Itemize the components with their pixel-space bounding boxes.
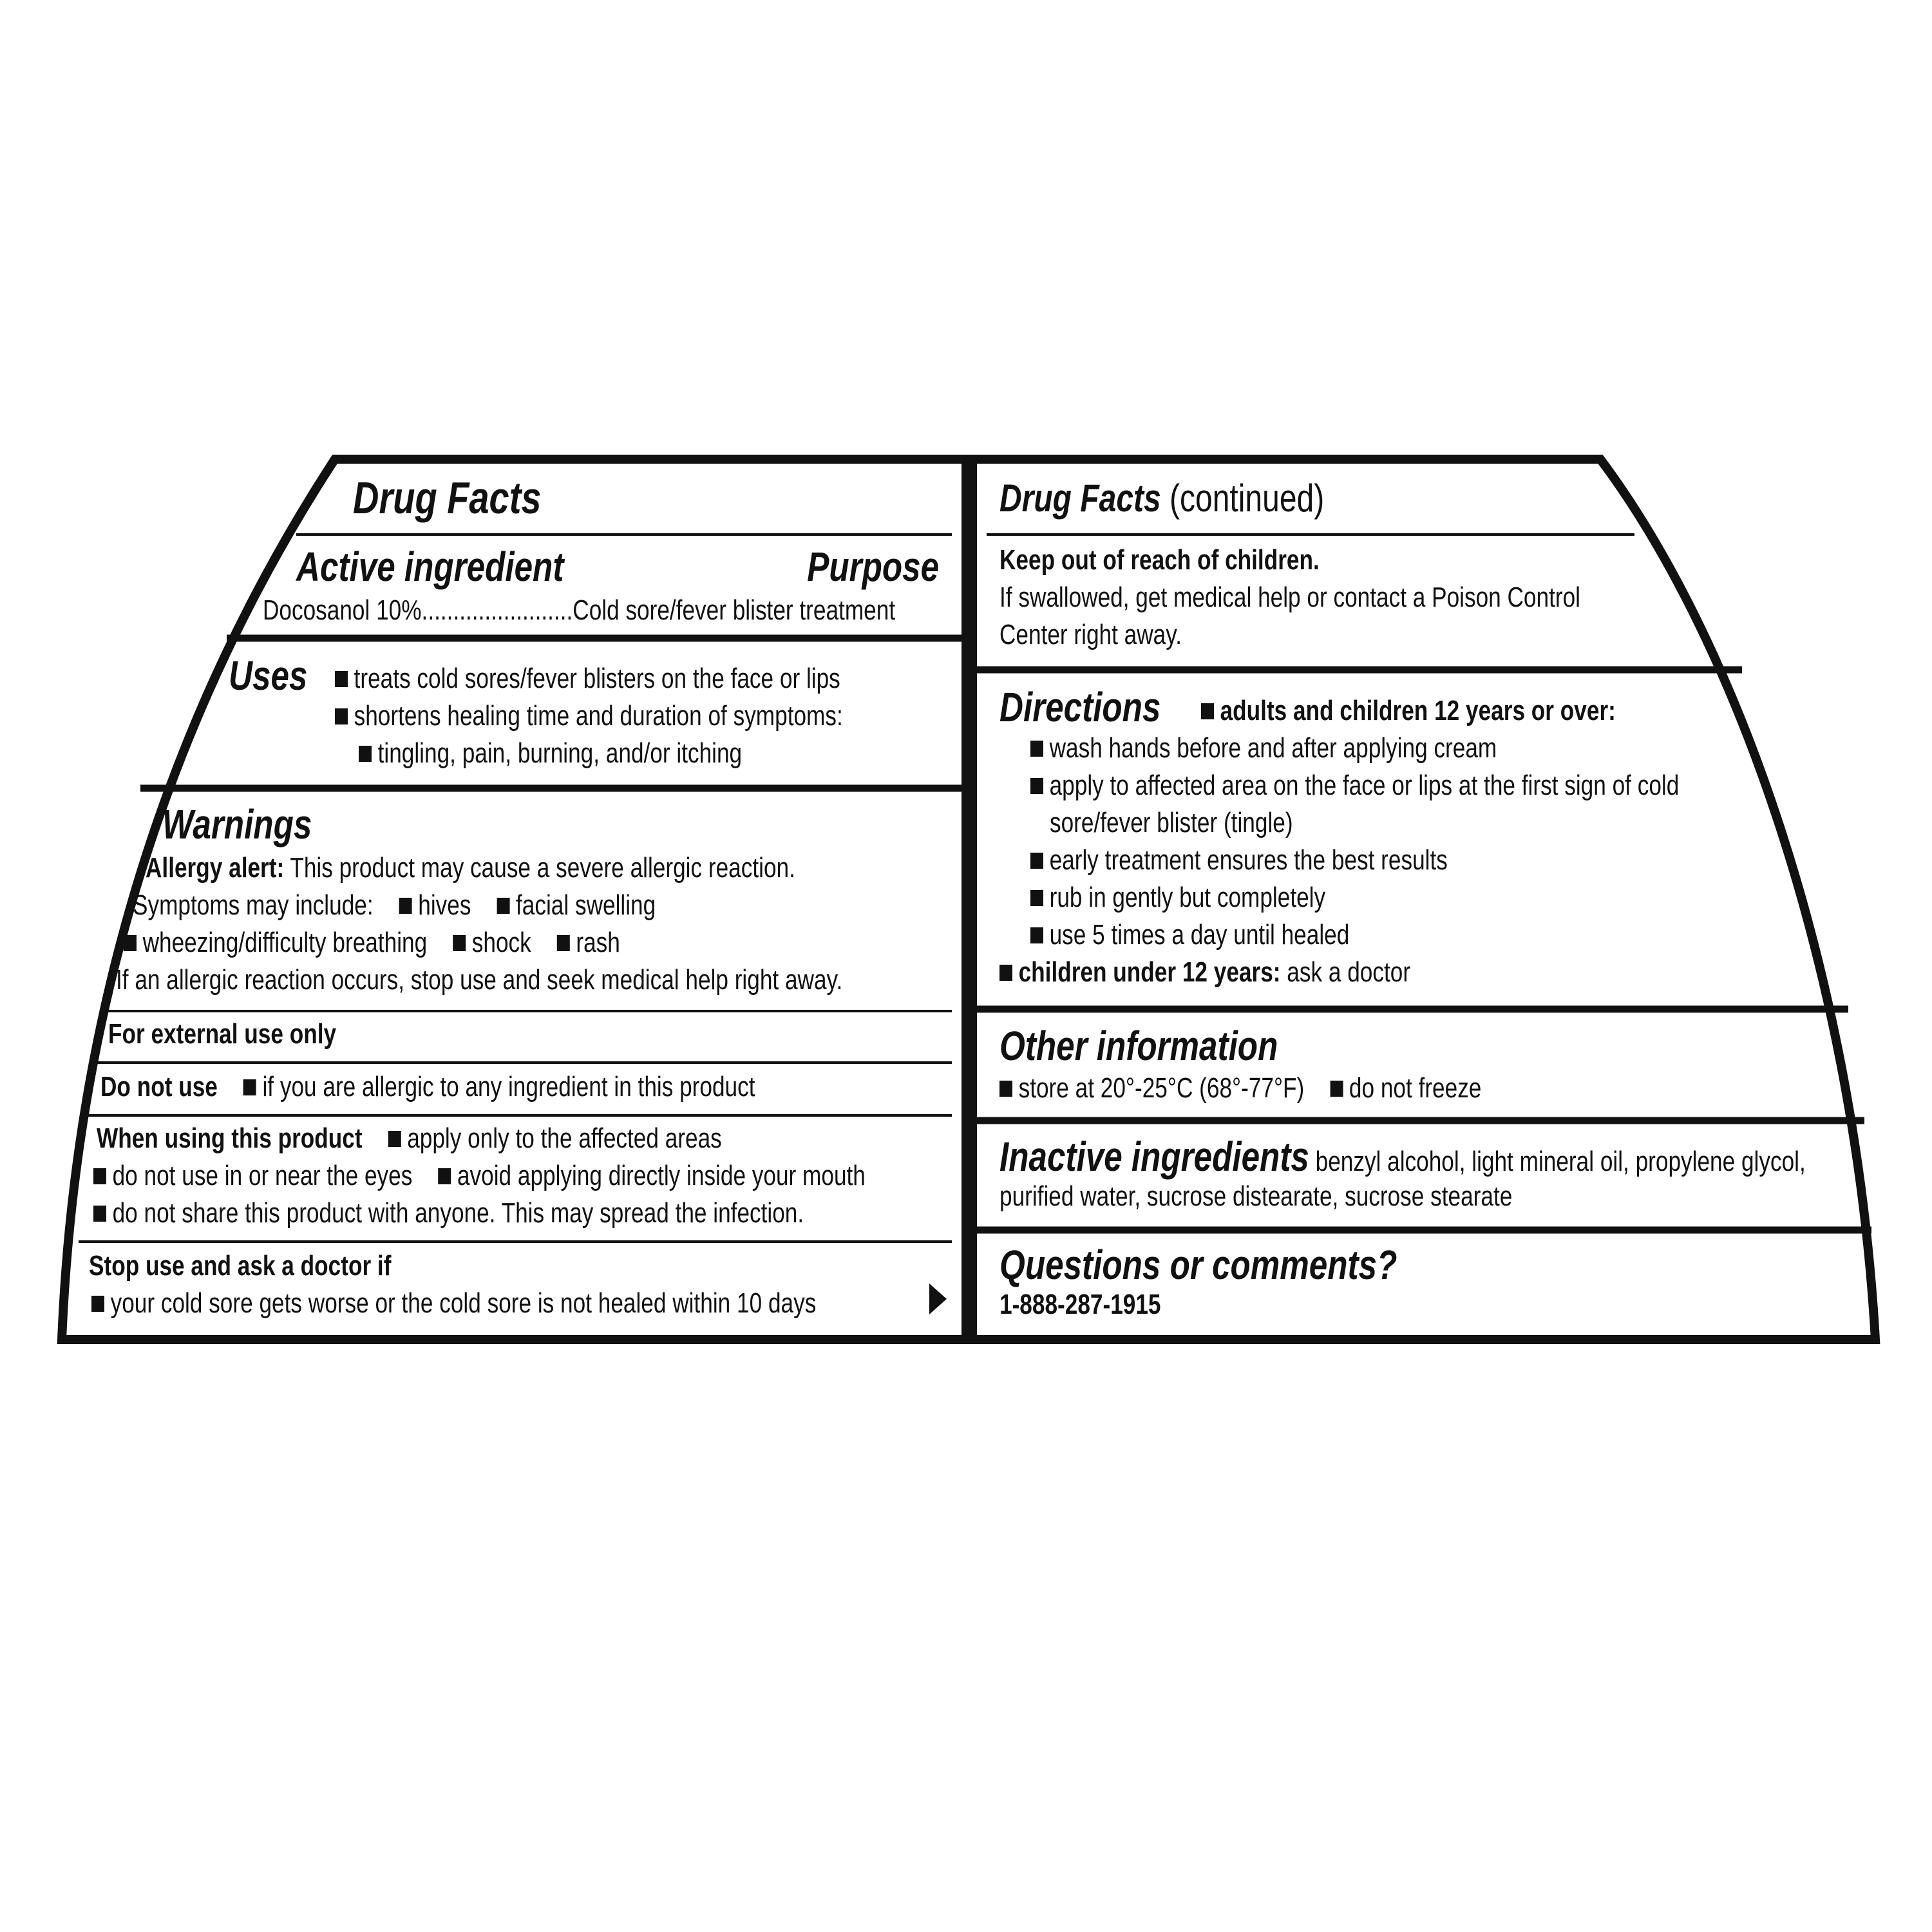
bullet-icon: [388, 1131, 401, 1147]
bullet-icon: [1030, 890, 1043, 906]
bullet-icon: [453, 935, 466, 951]
stop-use-item: your cold sore gets worse or the cold sore is not healed within 10 days: [91, 1285, 816, 1321]
phone-number: 1-888-287-1915: [999, 1289, 1161, 1320]
when-using-line-3: do not share this product with anyone. This may spread the infection.: [93, 1195, 804, 1231]
uses-item-1: treats cold sores/fever blisters on the face or lips: [335, 661, 840, 697]
symptoms-line-2: wheezing/difficulty breathing shock rash: [124, 925, 620, 961]
allergy-alert: Allergy alert: This product may cause a severe allergic reaction.: [146, 852, 795, 884]
keep-out-text-2: Center right away.: [999, 619, 1182, 650]
warnings-heading: Warnings: [162, 801, 312, 848]
inactive-ingredients-heading: Inactive ingredients: [999, 1133, 1309, 1180]
symptoms-line-1: Symptoms may include: hives facial swelling: [133, 889, 656, 921]
bullet-icon: [1330, 1081, 1343, 1097]
allergic-reaction-text: If an allergic reaction occurs, stop use and seek medical help right away.: [116, 964, 843, 996]
active-ingredient-heading: Active ingredient: [296, 544, 564, 590]
other-information-items: store at 20°-25°C (68°-77°F) do not freeze: [999, 1070, 1481, 1106]
purpose-heading: Purpose: [807, 544, 939, 590]
bullet-icon: [1201, 703, 1214, 719]
bullet-icon: [999, 965, 1012, 981]
inactive-ingredients-line-1: Inactive ingredients benzyl alcohol, light mineral oil, propylene glycol,: [999, 1133, 1806, 1180]
inactive-ingredients-line-2: purified water, sucrose distearate, sucrose stearate: [999, 1180, 1513, 1212]
drug-facts-title: Drug Facts: [353, 473, 542, 523]
questions-heading: Questions or comments?: [999, 1242, 1397, 1288]
bullet-icon: [359, 746, 372, 762]
bullet-icon: [124, 935, 137, 951]
bullet-icon: [999, 1081, 1012, 1097]
directions-item-3: early treatment ensures the best results: [1030, 842, 1448, 878]
bullet-icon: [557, 935, 570, 951]
bullet-icon: [93, 1206, 106, 1222]
uses-heading: Uses: [229, 652, 308, 699]
drug-facts-continued-title: Drug Facts (continued): [999, 477, 1325, 520]
bullet-icon: [399, 898, 412, 914]
uses-item-3: tingling, pain, burning, and/or itching: [359, 735, 742, 772]
bullet-icon: [93, 1168, 106, 1184]
bullet-icon: [497, 898, 509, 914]
keep-out-text-1: If swallowed, get medical help or contact a Poison Control: [999, 582, 1580, 613]
external-use-only: For external use only: [108, 1018, 337, 1050]
directions-item-2-cont: sore/fever blister (tingle): [1050, 807, 1293, 838]
active-ingredient-line: Docosanol 10%........................Cold sore/fever blister treatment: [263, 594, 896, 626]
bullet-icon: [335, 671, 348, 687]
when-using-line-2: do not use in or near the eyes avoid applying directly inside your mouth: [93, 1158, 866, 1194]
bullet-icon: [1030, 927, 1043, 943]
directions-item-4: rub in gently but completely: [1030, 880, 1325, 916]
keep-out-heading: Keep out of reach of children.: [999, 544, 1320, 576]
directions-adults: adults and children 12 years or over:: [1201, 693, 1616, 729]
bullet-icon: [438, 1168, 451, 1184]
bullet-icon: [243, 1079, 256, 1095]
directions-item-1: wash hands before and after applying cream: [1030, 730, 1497, 766]
bullet-icon: [1030, 778, 1043, 794]
continue-arrow-icon: [929, 1283, 947, 1314]
directions-heading: Directions: [999, 684, 1161, 730]
bullet-icon: [91, 1296, 104, 1312]
bullet-icon: [1030, 741, 1043, 757]
directions-item-5: use 5 times a day until healed: [1030, 917, 1349, 953]
bullet-icon: [335, 708, 348, 724]
directions-item-2: apply to affected area on the face or lips at the first sign of cold: [1030, 768, 1679, 804]
stop-use-heading: Stop use and ask a doctor if: [89, 1250, 392, 1282]
do-not-use-line: Do not use if you are allergic to any ingredient in this product: [100, 1071, 755, 1103]
bullet-icon: [1030, 853, 1043, 869]
when-using-line-1: When using this product apply only to the affected areas: [97, 1122, 722, 1154]
directions-children: children under 12 years: ask a doctor: [999, 954, 1410, 990]
other-information-heading: Other information: [999, 1023, 1278, 1069]
uses-item-2: shortens healing time and duration of symptoms:: [335, 698, 843, 734]
